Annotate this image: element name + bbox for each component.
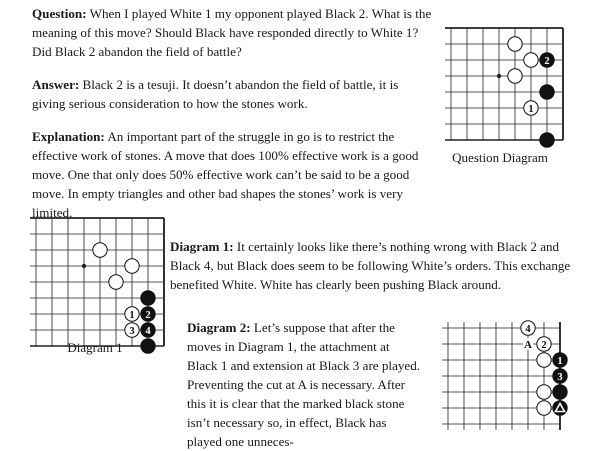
explanation-label: Explanation: [32, 129, 105, 144]
star-point [82, 264, 86, 268]
white-stone [537, 353, 551, 367]
white-stone [524, 53, 538, 67]
diagram2-text: Let’s suppose that after the moves in Diagram 1, the attachment at Black 1 and extension at Black 3 are played. Preventing the cut at A is necessary. After this it is clear that the marked black stone isn’t necessary so, in effect, Black has played one unneces- [187, 320, 421, 449]
black-stone [540, 133, 554, 147]
stone-move-number: 3 [557, 371, 563, 383]
point-marker: A [524, 339, 532, 351]
question-paragraph [32, 4, 432, 61]
white-stone [508, 69, 522, 83]
diagram1-label: Diagram 1: [170, 239, 234, 254]
stone-move-number: 2 [541, 339, 547, 351]
answer-text: Black 2 is a tesuji. It doesn’t abandon the field of battle, it is giving serious consideration to how the stones work. [32, 77, 399, 111]
white-stone [537, 385, 551, 399]
stone-move-number: 4 [525, 323, 531, 335]
stone-move-number: 1 [129, 309, 135, 321]
black-stone [553, 385, 567, 399]
black-stone [141, 291, 155, 305]
white-stone [125, 259, 139, 273]
white-stone [537, 401, 551, 415]
white-stone [109, 275, 123, 289]
stone-move-number: 1 [528, 103, 534, 115]
white-stone [93, 243, 107, 257]
question-diagram-caption: Question Diagram [452, 150, 548, 165]
diagram1-text: It certainly looks like there’s nothing wrong with Black 2 and Black 4, but Black does seem to be following White’s orders. This exchange benefited White. White has clearly been pushing Black around. [170, 239, 571, 292]
stone-move-number: 4 [145, 325, 151, 337]
answer-paragraph [32, 75, 422, 113]
stone-move-number: 3 [129, 325, 135, 337]
diagram1-paragraph [170, 237, 575, 294]
white-stone [508, 37, 522, 51]
star-point [497, 74, 501, 78]
stone-move-number: 2 [544, 55, 550, 67]
explanation-text: An important part of the struggle in go is to restrict the effective work of stones. A move that does 100% effective work is a good move. One that only does 50% effective work can’t be said to be a good move. In empty triangles and other bad shapes the stones’ work is very limited. [32, 129, 419, 220]
answer-label: Answer: [32, 77, 80, 92]
black-stone [540, 85, 554, 99]
question-label: Question: [32, 6, 87, 21]
diagram2-go-board [440, 320, 570, 420]
diagram2-label: Diagram 2: [187, 320, 251, 335]
question-go-board [443, 20, 573, 150]
stone-move-number: 1 [557, 355, 563, 367]
diagram1-caption: Diagram 1 [67, 340, 123, 355]
explanation-paragraph [32, 127, 427, 222]
diagram2-paragraph [187, 318, 422, 451]
question-text: When I played White 1 my opponent played Black 2. What is the meaning of this move? Should Black have responded directly to White 1? Did Black 2 abandon the field of battle? [32, 6, 432, 59]
diagram1-go-board [28, 210, 168, 346]
stone-move-number: 2 [145, 309, 151, 321]
